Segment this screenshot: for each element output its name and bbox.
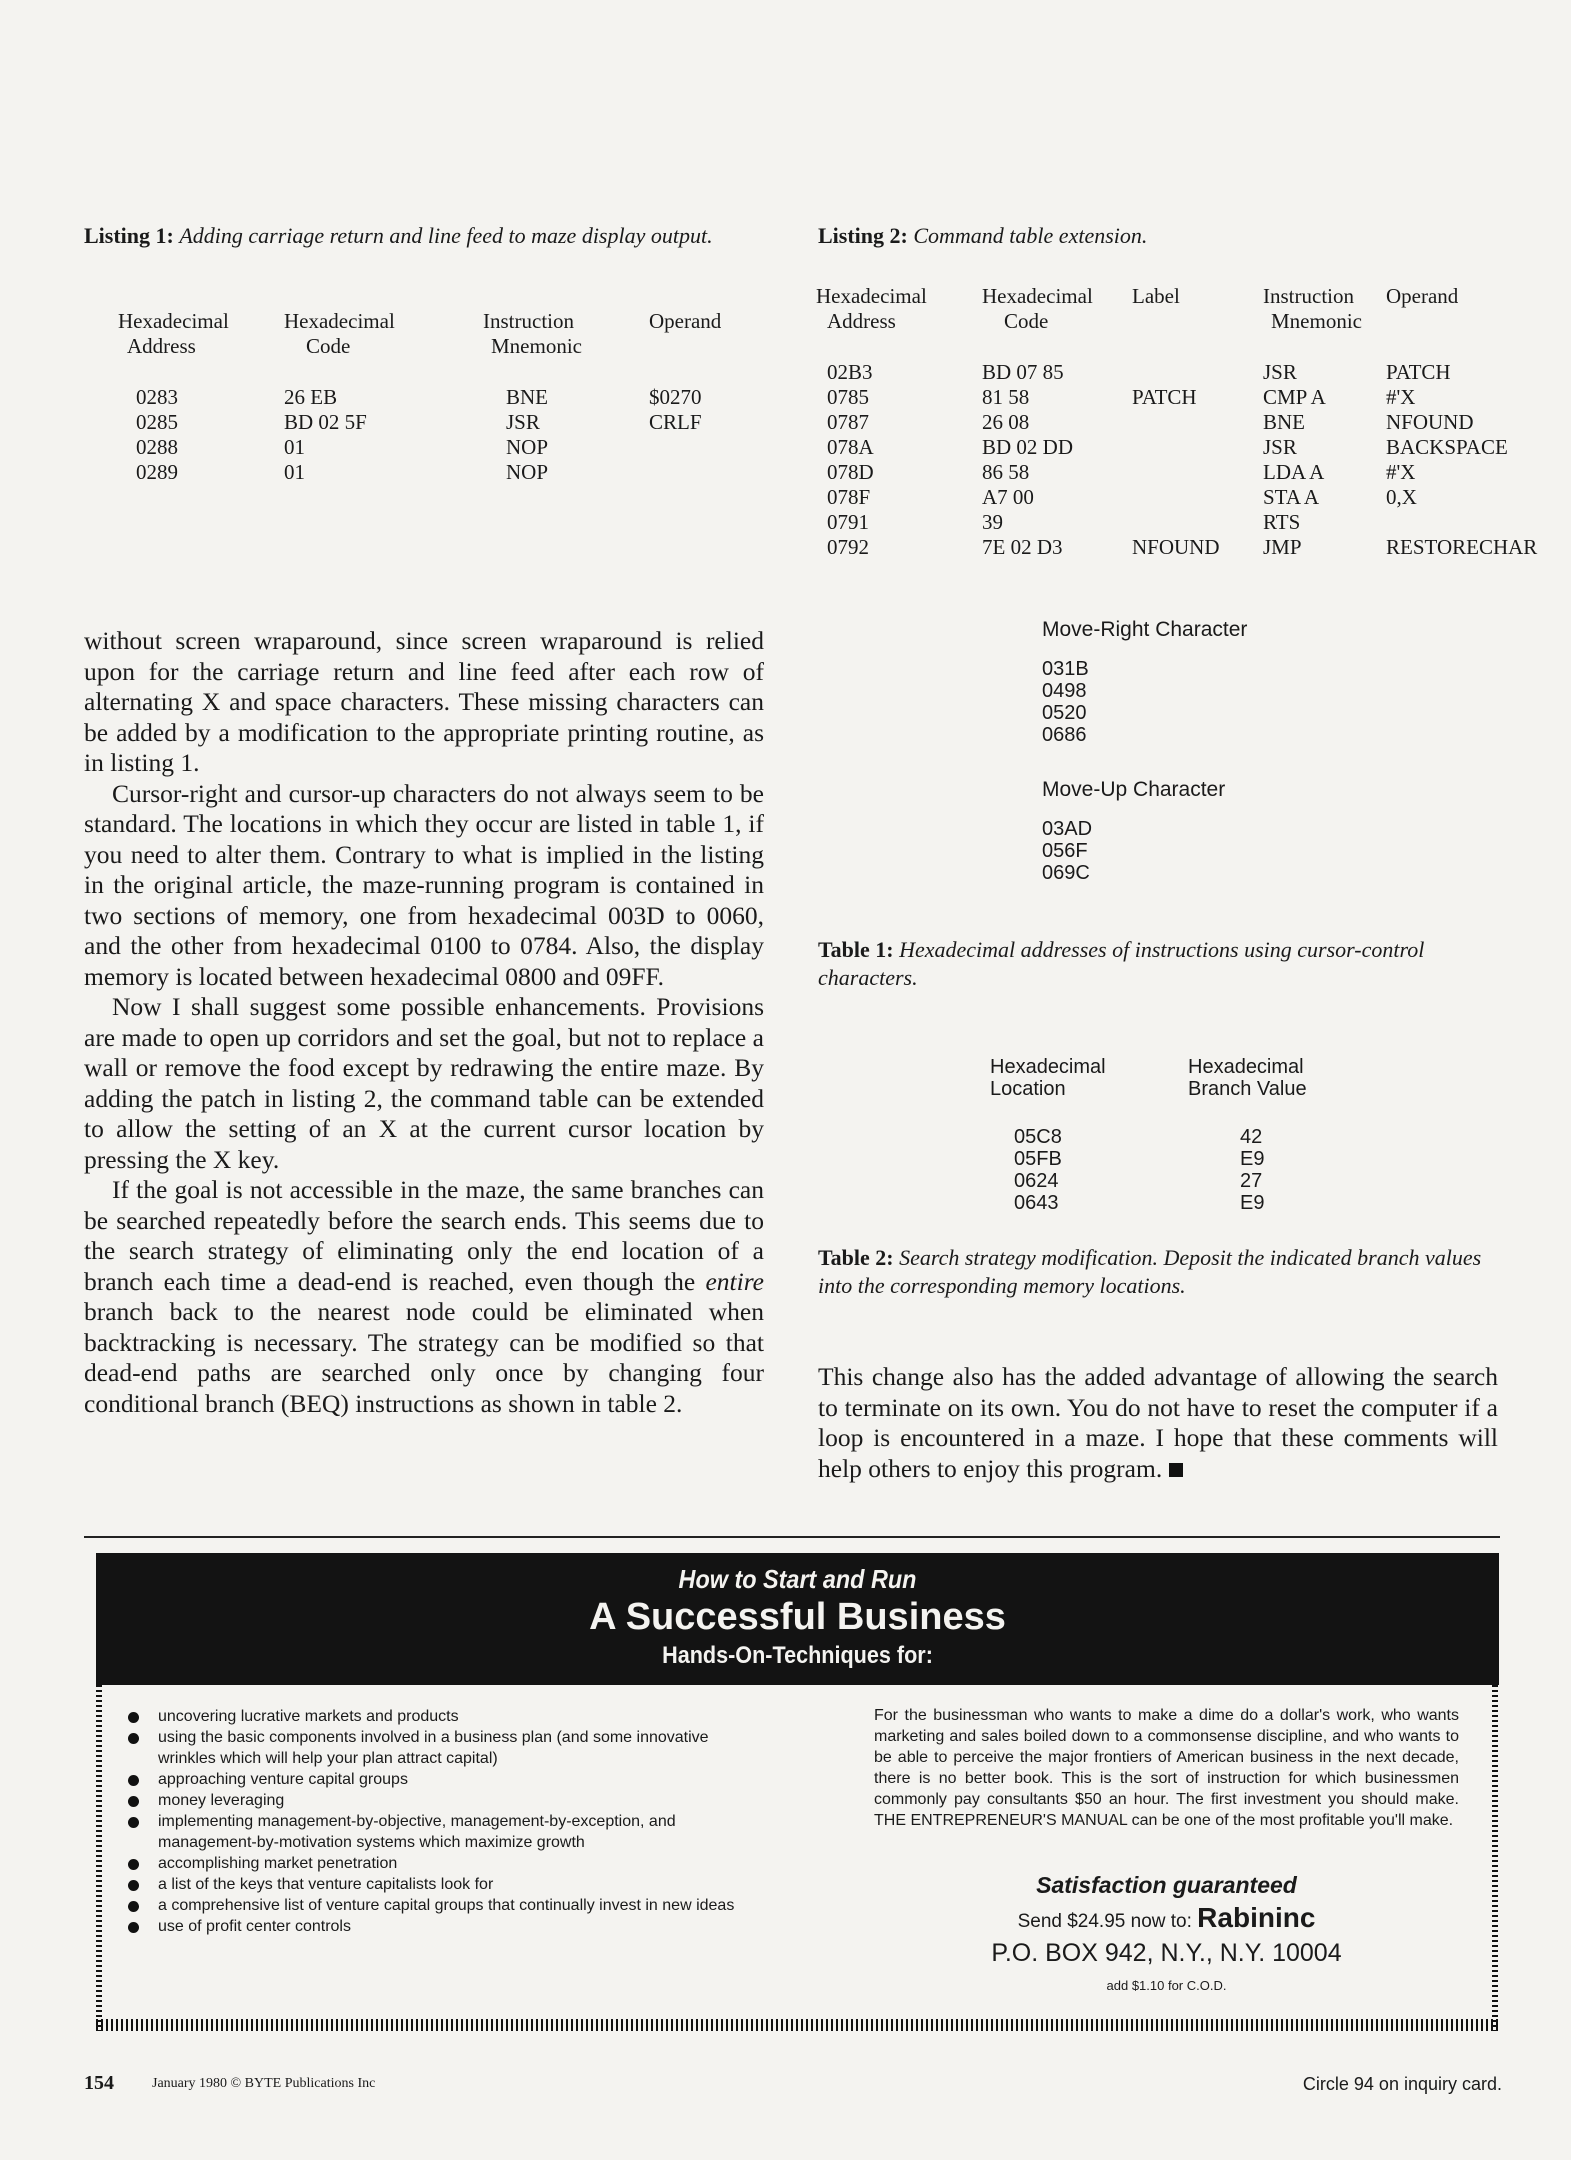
listing1-cell-address: 0285 — [136, 410, 178, 434]
ad-bullet-text: accomplishing market penetration — [158, 1855, 398, 1872]
table1-move-right-value: 0498 — [1042, 680, 1087, 702]
listing1-row — [118, 410, 758, 435]
ad-bullet-item — [122, 1811, 762, 1853]
body-left-paragraph-4-emph: entire — [705, 1266, 764, 1296]
ad-bullet-text: money leveraging — [158, 1792, 285, 1809]
ad-bullet-text: a list of the keys that venture capitalists look for — [158, 1876, 494, 1893]
listing2-cell-operand: #'X — [1386, 385, 1416, 409]
listing2-cell-code: BD 02 DD — [982, 435, 1074, 459]
table1-caption-text: Hexadecimal addresses of instructions using cursor-control characters. — [818, 937, 1425, 990]
table1-caption — [818, 936, 1508, 992]
listing2-header-code-1: Hexadecimal — [982, 284, 1093, 308]
listing2-row — [816, 535, 1561, 560]
body-left-paragraph-3: Now I shall suggest some possible enhancements. Provisions are made to open up corridors and set the goal, but not to replace a wall or remove the food except by redrawing the entire maze. By adding the patch in listing 2, the command table can be extended to allow the setting of an X at the current cursor location by pressing the X key. — [84, 992, 764, 1174]
ad-headline-3: Hands-On-Techniques for: — [662, 1642, 933, 1669]
table2-header-location-2: Location — [990, 1078, 1066, 1100]
table2-row — [990, 1192, 1390, 1214]
listing2-cell-code: 86 58 — [982, 460, 1030, 484]
table1-caption-label: Table 1: — [818, 937, 894, 962]
listing2-cell-label: PATCH — [1132, 385, 1197, 409]
listing1-table — [118, 309, 758, 485]
ad-bullet-text: implementing management-by-objective, management-by-exception, and management-by-motivation systems which maximize growth — [158, 1813, 676, 1851]
listing2-cell-mnemonic: LDA A — [1263, 460, 1325, 484]
body-left-paragraph-4 — [84, 1175, 764, 1419]
listing1-header-code-1: Hexadecimal — [284, 309, 395, 333]
ad-banner — [96, 1553, 1499, 1685]
ad-left-rule — [96, 1685, 102, 2031]
bullet-icon — [128, 1859, 139, 1870]
table1-heading-right: Move-Right Character — [1042, 618, 1248, 641]
ad-headline-2: A Successful Business — [589, 1596, 1006, 1638]
listing2-row — [816, 385, 1561, 410]
listing2-row — [816, 360, 1561, 385]
listing2-cell-mnemonic: JSR — [1263, 435, 1297, 459]
listing2-cell-operand: #'X — [1386, 460, 1416, 484]
table1-up-values — [1042, 818, 1342, 884]
listing2-table — [816, 284, 1561, 560]
table2-cell-location: 0624 — [1014, 1170, 1059, 1192]
listing1-caption — [84, 222, 770, 250]
listing1-row — [118, 460, 758, 485]
table2-row — [990, 1170, 1390, 1192]
ad-bullet-item — [122, 1916, 762, 1937]
listing1-cell-code: 26 EB — [284, 385, 338, 409]
listing1-header-operand: Operand — [649, 309, 722, 333]
table2-cell-value: E9 — [1240, 1192, 1265, 1214]
table2-cell-location: 05FB — [1014, 1148, 1062, 1170]
listing2-header-address-2: Address — [827, 309, 896, 333]
table2-cell-value: E9 — [1240, 1148, 1265, 1170]
ad-bullet-text: a comprehensive list of venture capital groups that continually invest in new ideas — [158, 1897, 735, 1914]
body-right-paragraph — [818, 1362, 1498, 1484]
listing1-cell-mnemonic: BNE — [506, 385, 548, 409]
table2-cell-value: 42 — [1240, 1126, 1263, 1148]
listing1-cell-mnemonic: NOP — [506, 435, 549, 459]
listing2-cell-address: 078A — [827, 435, 874, 459]
listing1-cell-code: BD 02 5F — [284, 410, 367, 434]
ad-bullet-item — [122, 1706, 762, 1727]
bullet-icon — [128, 1733, 139, 1744]
end-mark-icon — [1169, 1463, 1183, 1477]
listing2-cell-address: 078D — [827, 460, 874, 484]
footer-issue: January 1980 © BYTE Publications Inc — [152, 2076, 376, 2091]
ad-right-rule — [1492, 1685, 1498, 2031]
table2-cell-location: 0643 — [1014, 1192, 1059, 1214]
listing1-header-address-2: Address — [127, 334, 196, 358]
listing1-cell-address: 0288 — [136, 435, 178, 459]
listing2-cell-mnemonic: CMP A — [1263, 385, 1326, 409]
listing2-row — [816, 460, 1561, 485]
table1-move-right-value: 031B — [1042, 658, 1089, 680]
table2-header-value-1: Hexadecimal — [1188, 1056, 1304, 1078]
table1-move-right-value: 0686 — [1042, 724, 1087, 746]
ad-address: P.O. BOX 942, N.Y., N.Y. 10004 — [991, 1939, 1342, 1967]
ad-company: Rabininc — [1197, 1902, 1316, 1933]
listing2-header-mnemonic-2: Mnemonic — [1271, 309, 1362, 333]
listing1-cell-operand: $0270 — [649, 385, 702, 409]
listing1-cell-address: 0289 — [136, 460, 178, 484]
listing1-cell-mnemonic: NOP — [506, 460, 549, 484]
listing2-cell-code: BD 07 85 — [982, 360, 1064, 384]
listing1-header-code-2: Code — [306, 334, 351, 358]
listing2-header-address-1: Hexadecimal — [816, 284, 927, 308]
table1-move-up-value: 056F — [1042, 840, 1088, 862]
listing2-header-operand: Operand — [1386, 284, 1459, 308]
listing2-row — [816, 410, 1561, 435]
body-right-column — [818, 1362, 1498, 1484]
listing2-cell-address: 0792 — [827, 535, 869, 559]
listing2-caption-text: Command table extension. — [913, 223, 1148, 248]
listing2-cell-mnemonic: STA A — [1263, 485, 1320, 509]
ad-bullet-item — [122, 1853, 762, 1874]
table2-caption-label: Table 2: — [818, 1245, 894, 1270]
bullet-icon — [128, 1796, 139, 1807]
listing2-caption — [818, 222, 1518, 250]
listing2-cell-operand: BACKSPACE — [1386, 435, 1508, 459]
listing1-row — [118, 435, 758, 460]
listing2-cell-address: 0787 — [827, 410, 869, 434]
ad-cod: add $1.10 for C.O.D. — [1106, 1978, 1227, 1993]
table1-move-right-value: 0520 — [1042, 702, 1087, 724]
listing2-cell-mnemonic: JSR — [1263, 360, 1297, 384]
ad-bullet-text: using the basic components involved in a business plan (and some innovative wrinkles which will help your plan attract capital) — [158, 1729, 709, 1767]
listing1-caption-label: Listing 1: — [84, 223, 174, 248]
table2-cell-location: 05C8 — [1014, 1126, 1062, 1148]
ad-bullet-item — [122, 1727, 762, 1769]
listing2-cell-code: 26 08 — [982, 410, 1030, 434]
ad-bullet-list — [122, 1706, 762, 1937]
body-left-paragraph-4-a: If the goal is not accessible in the maze, the same branches can be searched repeatedly before the search ends. This seems due to the search strategy of eliminating only the end location of a branch each time a dead-end is reached, even though the — [84, 1175, 764, 1296]
listing2-row — [816, 510, 1561, 535]
table1-heading-up: Move-Up Character — [1042, 778, 1226, 801]
table2-caption-text: Search strategy modification. Deposit the indicated branch values into the corresponding memory locations. — [818, 1245, 1482, 1298]
listing1-caption-text: Adding carriage return and line feed to maze display output. — [179, 223, 713, 248]
ad-headline-1: How to Start and Run — [678, 1564, 917, 1594]
table2 — [990, 1056, 1390, 1216]
listing2-row — [816, 485, 1561, 510]
listing2-cell-code: A7 00 — [982, 485, 1034, 509]
listing2-cell-address: 0791 — [827, 510, 869, 534]
listing1-header-address-1: Hexadecimal — [118, 309, 229, 333]
ad-bullet-text: uncovering lucrative markets and products — [158, 1708, 459, 1725]
listing2-cell-mnemonic: RTS — [1263, 510, 1301, 534]
ad-send-prefix: Send $24.95 now to: — [1017, 1911, 1192, 1932]
bullet-icon — [128, 1775, 139, 1786]
bullet-icon — [128, 1922, 139, 1933]
listing1-cell-address: 0283 — [136, 385, 178, 409]
body-left-paragraph-4-b: branch back to the nearest node could be eliminated when backtracking is necessary. The strategy can be modified so that dead-end paths are searched only once by changing four conditional branch (BEQ) instructions as shown in table 2. — [84, 1297, 764, 1418]
table2-header-value-2: Branch Value — [1188, 1078, 1307, 1100]
listing1-cell-mnemonic: JSR — [506, 410, 540, 434]
listing2-cell-mnemonic: BNE — [1263, 410, 1305, 434]
listing1-header-mnemonic-2: Mnemonic — [491, 334, 582, 358]
ad-bullet-text: use of profit center controls — [158, 1918, 351, 1935]
listing2-cell-mnemonic: JMP — [1263, 535, 1302, 559]
bullet-icon — [128, 1901, 139, 1912]
ad-bullet-item — [122, 1895, 762, 1916]
listing2-cell-code: 7E 02 D3 — [982, 535, 1063, 559]
listing1-cell-code: 01 — [284, 435, 305, 459]
listing2-cell-operand: RESTORECHAR — [1386, 535, 1538, 559]
listing2-cell-operand: PATCH — [1386, 360, 1451, 384]
ad-bottom-rule — [96, 2019, 1499, 2031]
listing1-cell-operand: CRLF — [649, 410, 702, 434]
listing2-cell-code: 39 — [982, 510, 1003, 534]
ad-bullet-text: approaching venture capital groups — [158, 1771, 408, 1788]
table1-move-up-value: 069C — [1042, 862, 1090, 884]
listing2-cell-address: 078F — [827, 485, 871, 509]
listing2-cell-address: 0785 — [827, 385, 869, 409]
body-left-column — [84, 626, 764, 1419]
body-right-text: This change also has the added advantage of allowing the search to terminate on its own. You do not have to reset the computer if a loop is encountered in a maze. I hope that these comments will help others to enjoy this program. — [818, 1362, 1498, 1483]
body-left-paragraph-1: without screen wraparound, since screen wraparound is relied upon for the carriage return and line feed after each row of alternating X and space characters. These missing characters can be added by a modification to the appropriate printing routine, as in listing 1. — [84, 626, 764, 777]
listing2-row — [816, 435, 1561, 460]
listing1-row — [118, 385, 758, 410]
ad-box — [96, 1553, 1499, 2033]
ad-description: For the businessman who wants to make a dime do a dollar's work, who wants marketing and sales boiled down to a commonsense discipline, and who wants to be able to perceive the major frontiers of American business in the next decade, there is no better book. This is the sort of instruction for which businessmen commonly pay consultants $50 an hour. The first investment you should make. THE ENTREPRENEUR'S MANUAL can be one of the most profitable you'll make. — [874, 1707, 1459, 1829]
table2-row — [990, 1126, 1390, 1148]
bullet-icon — [128, 1712, 139, 1723]
footer-page-number: 154 — [84, 2072, 114, 2094]
divider-rule — [84, 1536, 1500, 1538]
listing1-cell-code: 01 — [284, 460, 305, 484]
footer-inquiry: Circle 94 on inquiry card. — [1302, 2074, 1502, 2094]
ad-bullet-item — [122, 1769, 762, 1790]
ad-bullet-item — [122, 1874, 762, 1895]
listing1-header-mnemonic-1: Instruction — [483, 309, 574, 333]
ad-send-line — [874, 1903, 1459, 1937]
table2-caption — [818, 1244, 1508, 1300]
table2-header-location-1: Hexadecimal — [990, 1056, 1106, 1078]
listing2-cell-label: NFOUND — [1132, 535, 1220, 559]
listing2-cell-operand: 0,X — [1386, 485, 1417, 509]
listing2-cell-code: 81 58 — [982, 385, 1030, 409]
table1-right-values — [1042, 658, 1342, 746]
table2-cell-value: 27 — [1240, 1170, 1263, 1192]
bullet-icon — [128, 1817, 139, 1828]
body-left-paragraph-2: Cursor-right and cursor-up characters do not always seem to be standard. The locations in which they occur are listed in table 1, if you need to alter them. Contrary to what is implied in the listing in the original article, the maze-running program is contained in two sections of memory, one from hexadecimal 003D to 0060, and the other from hexadecimal 0100 to 0784. Also, the display memory is located between hexadecimal 0800 and 09FF. — [84, 778, 764, 991]
ad-bullet-item — [122, 1790, 762, 1811]
listing2-header-mnemonic-1: Instruction — [1263, 284, 1354, 308]
table1-move-up-value: 03AD — [1042, 818, 1093, 840]
ad-satisfaction: Satisfaction guaranteed — [1036, 1872, 1297, 1898]
listing2-cell-operand: NFOUND — [1386, 410, 1474, 434]
bullet-icon — [128, 1880, 139, 1891]
listing2-header-code-2: Code — [1004, 309, 1049, 333]
listing2-caption-label: Listing 2: — [818, 223, 908, 248]
listing2-cell-address: 02B3 — [827, 360, 873, 384]
table1 — [1042, 618, 1342, 884]
listing2-header-label: Label — [1132, 284, 1180, 308]
table2-row — [990, 1148, 1390, 1170]
